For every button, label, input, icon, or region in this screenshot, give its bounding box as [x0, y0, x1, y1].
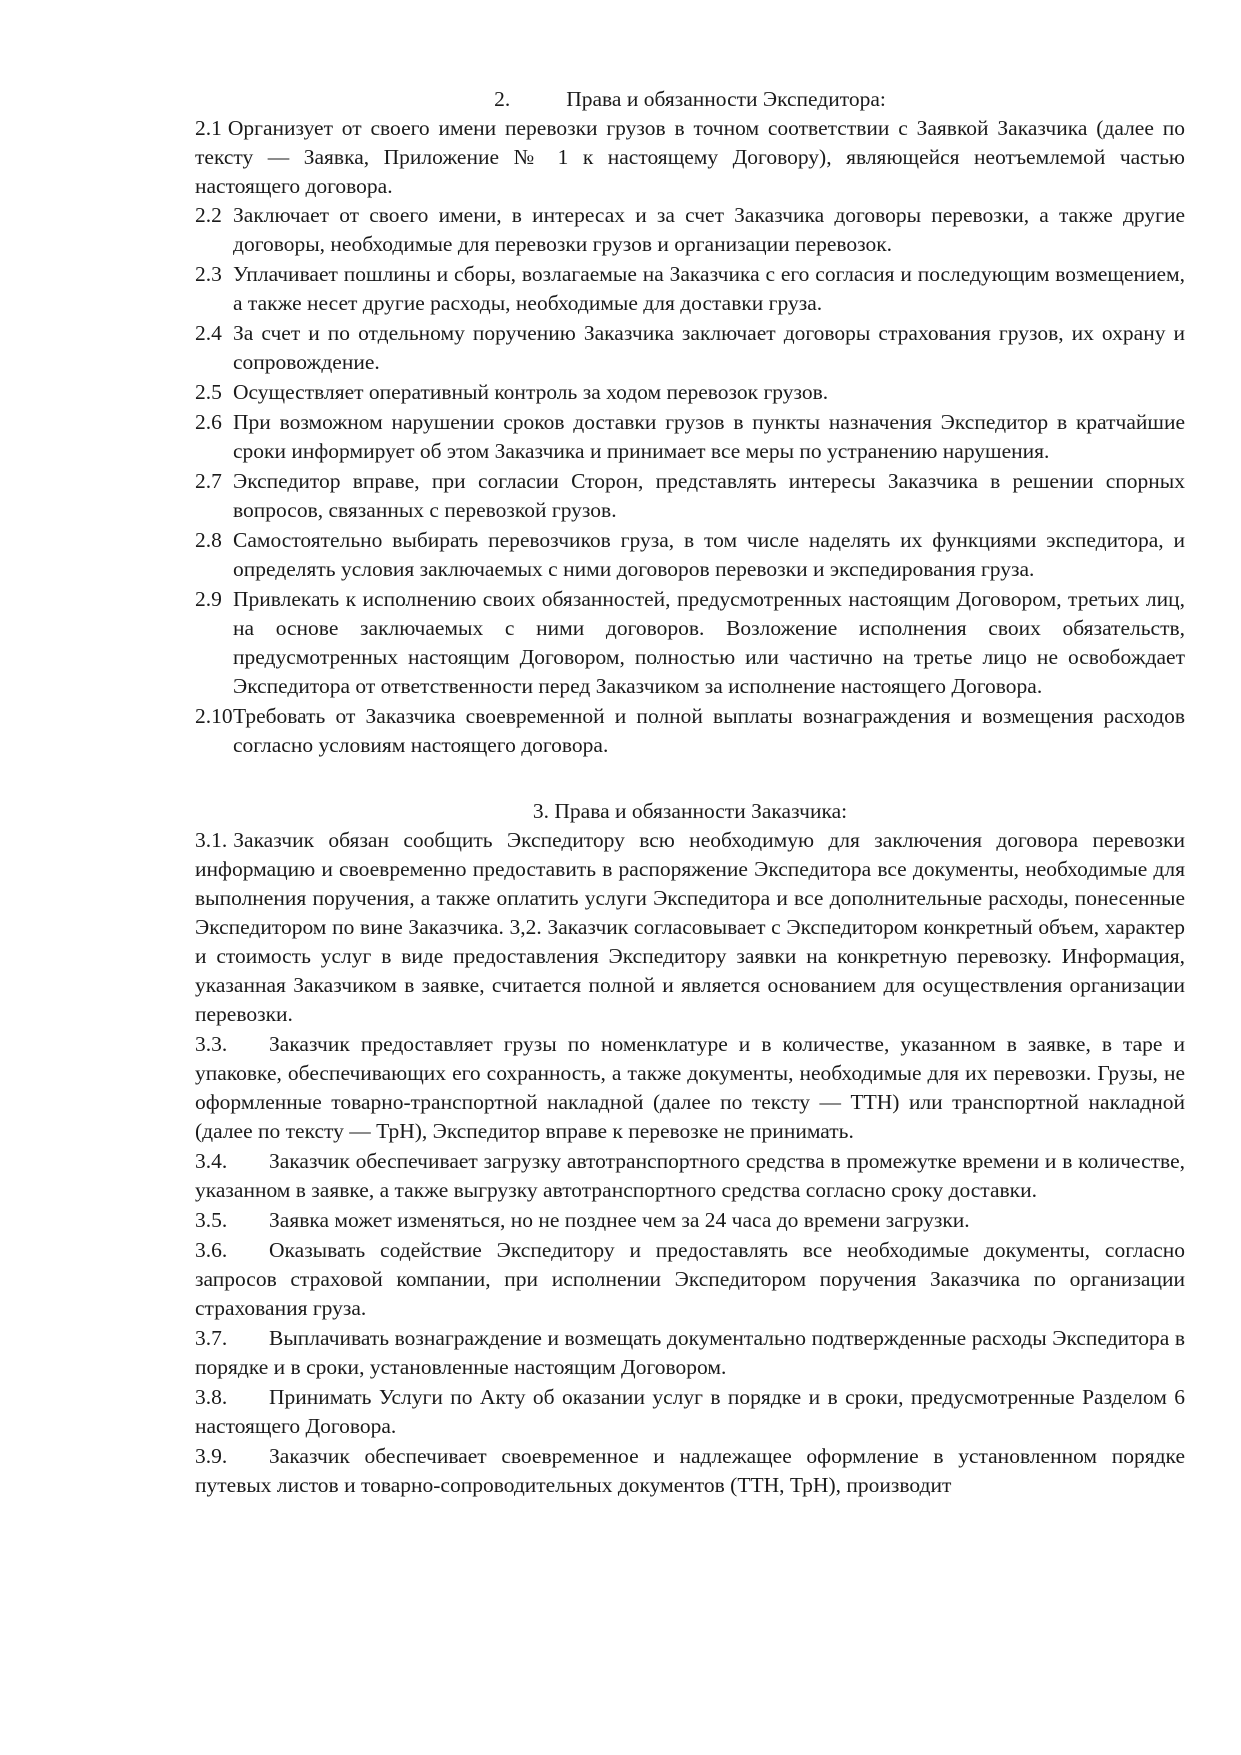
clause-text: Заказчик обязан сообщить Экспедитору всю необходимую для заключения договора перевозки информацию и своевременно предоставить в распоряжение Экспедитора все документы, необходимые для выполнения поручения, а также оплатить услуги Экспедитора и все дополнительные расходы, понесенные Экспедитором по вине Заказчика. 3,2. Заказчик согласовывает с Экспедитором конкретный объем, характер и стоимость услуг в виде предоставления Экспедитору заявки на конкретную перевозку. Информация, указанная Заказчиком в заявке, считается полной и является основанием для осуществления организации перевозки. [195, 828, 1185, 1026]
clause-2-2 [195, 201, 1185, 259]
clause-number: 2.4 [195, 321, 222, 345]
clause-text: Самостоятельно выбирать перевозчиков груза, в том числе наделять их функциями экспедитора, и определять условия заключаемых с ними договоров перевозки и экспедирования груза. [233, 528, 1185, 581]
clause-2-9 [195, 585, 1185, 701]
clause-text: Привлекать к исполнению своих обязанностей, предусмотренных настоящим Договором, третьих лиц, на основе заключаемых с ними договоров. Возложение исполнения своих обязательств, предусмотренных настоящим Договором, полностью или частично на третье лицо не освобождает Экспедитора от ответственности перед Заказчиком за исполнение настоящего Договора. [233, 587, 1185, 698]
clause-number: 2.8 [195, 528, 222, 552]
clause-number: 2.9 [195, 587, 222, 611]
clause-3-9 [195, 1442, 1185, 1500]
clause-number: 3.8. [195, 1385, 228, 1409]
clause-number: 3.9. [195, 1444, 228, 1468]
clause-text: Заказчик обеспечивает загрузку автотранспортного средства в промежутке времени и в количестве, указанном в заявке, а также выгрузку автотранспортного средства согласно сроку доставки. [195, 1149, 1185, 1202]
clause-2-6 [195, 408, 1185, 466]
section-3 [195, 796, 1185, 1500]
clause-3-7 [195, 1324, 1185, 1382]
clause-text: Заказчик предоставляет грузы по номенклатуре и в количестве, указанном в заявке, в таре и упаковке, обеспечивающих его сохранность, а также документы, необходимые для их перевозки. Грузы, не оформленные товарно-транспортной накладной (далее по тексту — ТТН) или транспортной накладной (далее по тексту — ТрН), Экспедитор вправе к перевозке не принимать. [195, 1032, 1185, 1143]
section-2-heading-number: 2. [494, 87, 511, 111]
clause-3-1 [195, 826, 1185, 1029]
clause-3-5 [195, 1206, 1185, 1235]
clause-3-4 [195, 1147, 1185, 1205]
clause-3-8 [195, 1383, 1185, 1441]
clause-text: Заявка может изменяться, но не позднее чем за 24 часа до времени загрузки. [269, 1208, 970, 1232]
clause-number: 2.7 [195, 469, 222, 493]
clause-2-8 [195, 526, 1185, 584]
clause-number: 3.3. [195, 1032, 228, 1056]
section-2-heading [195, 84, 1185, 114]
clause-number: 2.3 [195, 262, 222, 286]
section-3-heading: 3. Права и обязанности Заказчика: [532, 799, 848, 823]
clause-number: 2.6 [195, 410, 222, 434]
clause-text: Осуществляет оперативный контроль за ходом перевозок грузов. [233, 380, 829, 404]
clause-text: Экспедитор вправе, при согласии Сторон, представлять интересы Заказчика в решении спорных вопросов, связанных с перевозкой грузов. [233, 469, 1185, 522]
clause-3-6 [195, 1236, 1185, 1323]
clause-number: 2.10 [195, 704, 233, 728]
clause-text: Организует от своего имени перевозки грузов в точном соответствии с Заявкой Заказчика (далее по тексту — Заявка, Приложение № 1 к настоящему Договору), являющейся неотъемлемой частью настоящего договора. [195, 116, 1185, 198]
clause-text: За счет и по отдельному поручению Заказчика заключает договоры страхования грузов, их охрану и сопровождение. [233, 321, 1185, 374]
clause-2-10 [195, 702, 1185, 760]
clause-number: 3.7. [195, 1326, 228, 1350]
clause-number: 3.4. [195, 1149, 228, 1173]
clause-text: Заказчик обеспечивает своевременное и надлежащее оформление в установленном порядке путевых листов и товарно-сопроводительных документов (ТТН, ТрН), производит [195, 1444, 1185, 1497]
clause-number: 3.5. [195, 1208, 228, 1232]
clause-text: Принимать Услуги по Акту об оказании услуг в порядке и в сроки, предусмотренные Разделом 6 настоящего Договора. [195, 1385, 1185, 1438]
clause-number: 3.1. [195, 828, 228, 852]
clause-number: 2.1 [195, 116, 222, 140]
clause-2-3 [195, 260, 1185, 318]
clause-text: При возможном нарушении сроков доставки грузов в пункты назначения Экспедитор в кратчайшие сроки информирует об этом Заказчика и принимает все меры по устранению нарушения. [233, 410, 1185, 463]
clause-text: Оказывать содействие Экспедитору и предоставлять все необходимые документы, согласно запросов страховой компании, при исполнении Экспедитором поручения Заказчика по организации страхования груза. [195, 1238, 1185, 1320]
clause-3-3 [195, 1030, 1185, 1146]
clause-text: Заключает от своего имени, в интересах и за счет Заказчика договоры перевозки, а также другие договоры, необходимые для перевозки грузов и организации перевозок. [233, 203, 1185, 256]
section-2-heading-title: Права и обязанности Экспедитора: [566, 87, 886, 111]
section-2 [195, 84, 1185, 760]
clause-number: 2.5 [195, 380, 222, 404]
document-page [195, 84, 1185, 1500]
clause-2-1 [195, 114, 1185, 201]
clause-text: Выплачивать вознаграждение и возмещать документально подтвержденные расходы Экспедитора в порядке и в сроки, установленные настоящим Договором. [195, 1326, 1185, 1379]
clause-2-5 [195, 378, 1185, 407]
clause-2-4 [195, 319, 1185, 377]
clause-number: 3.6. [195, 1238, 228, 1262]
section-gap [195, 760, 1185, 796]
clause-2-7 [195, 467, 1185, 525]
clause-text: Требовать от Заказчика своевременной и полной выплаты вознаграждения и возмещения расходов согласно условиям настоящего договора. [233, 704, 1185, 757]
clause-text: Уплачивает пошлины и сборы, возлагаемые на Заказчика с его согласия и последующим возмещением, а также несет другие расходы, необходимые для доставки груза. [233, 262, 1185, 315]
clause-number: 2.2 [195, 203, 222, 227]
